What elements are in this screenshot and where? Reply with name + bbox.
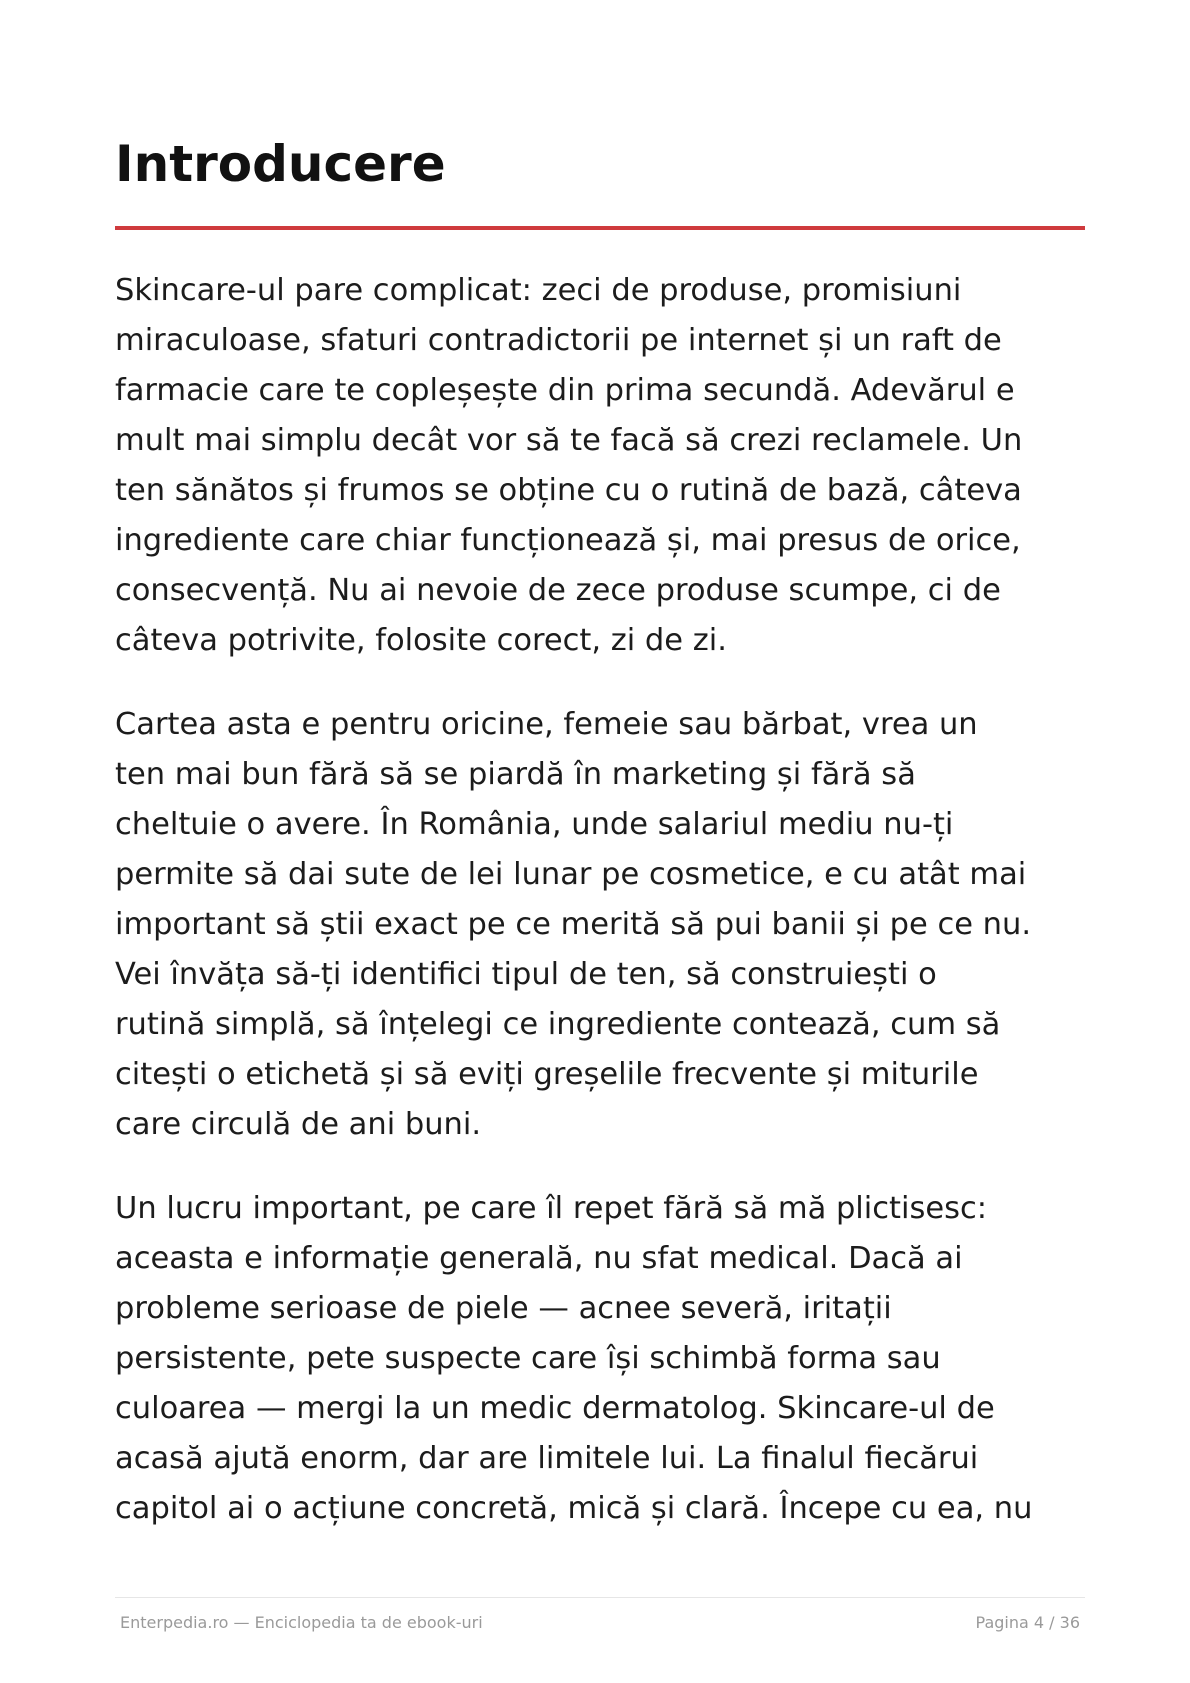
text-line: Un lucru important, pe care îl repet fără să mă plictisesc: xyxy=(115,1191,988,1226)
text-line: ten mai bun fără să se piardă în marketing și fără să xyxy=(115,757,916,792)
text-line: cheltuie o avere. În România, unde salariul mediu nu-ți xyxy=(115,807,954,842)
text-line: citești o etichetă și să eviți greșelile frecvente și miturile xyxy=(115,1057,979,1092)
text-line: persistente, pete suspecte care își schimbă forma sau xyxy=(115,1341,941,1376)
title-divider xyxy=(115,226,1085,230)
text-line: capitol ai o acțiune concretă, mică și clară. Începe cu ea, nu xyxy=(115,1491,1033,1526)
text-line: Skincare-ul pare complicat: zeci de produse, promisiuni xyxy=(115,273,962,308)
text-line: permite să dai sute de lei lunar pe cosmetice, e cu atât mai xyxy=(115,857,1027,892)
text-line: care circulă de ani buni. xyxy=(115,1107,482,1142)
text-line: ten sănătos și frumos se obține cu o rutină de bază, câteva xyxy=(115,473,1022,508)
text-line: mult mai simplu decât vor să te facă să crezi reclamele. Un xyxy=(115,423,1023,458)
text-line: rutină simplă, să înțelegi ce ingrediente contează, cum să xyxy=(115,1007,1001,1042)
text-line: probleme serioase de piele — acnee severă, iritații xyxy=(115,1291,892,1326)
page-number: Pagina 4 / 36 xyxy=(975,1613,1080,1632)
text-line: ingrediente care chiar funcționează și, mai presus de orice, xyxy=(115,523,1021,558)
text-line: acasă ajută enorm, dar are limitele lui. La finalul fiecărui xyxy=(115,1441,979,1476)
text-line: Cartea asta e pentru oricine, femeie sau bărbat, vrea un xyxy=(115,707,978,742)
paragraph-2 xyxy=(115,700,1085,1150)
paragraph-3 xyxy=(115,1184,1085,1534)
body-text xyxy=(115,266,1085,1568)
text-line: important să știi exact pe ce merită să pui banii și pe ce nu. xyxy=(115,907,1032,942)
text-line: câteva potrivite, folosite corect, zi de zi. xyxy=(115,623,727,658)
chapter-title: Introducere xyxy=(115,135,446,193)
document-page xyxy=(115,0,1085,1683)
text-line: Vei învăța să-ți identifici tipul de ten, să construiești o xyxy=(115,957,937,992)
text-line: farmacie care te copleșește din prima secundă. Adevărul e xyxy=(115,373,1015,408)
text-line: miraculoase, sfaturi contradictorii pe internet și un raft de xyxy=(115,323,1002,358)
footer-divider xyxy=(115,1597,1085,1598)
paragraph-1 xyxy=(115,266,1085,666)
text-line: consecvență. Nu ai nevoie de zece produse scumpe, ci de xyxy=(115,573,1001,608)
text-line: culoarea — mergi la un medic dermatolog. Skincare-ul de xyxy=(115,1391,995,1426)
text-line: aceasta e informație generală, nu sfat medical. Dacă ai xyxy=(115,1241,963,1276)
footer-site-text: Enterpedia.ro — Enciclopedia ta de ebook-uri xyxy=(120,1613,483,1632)
